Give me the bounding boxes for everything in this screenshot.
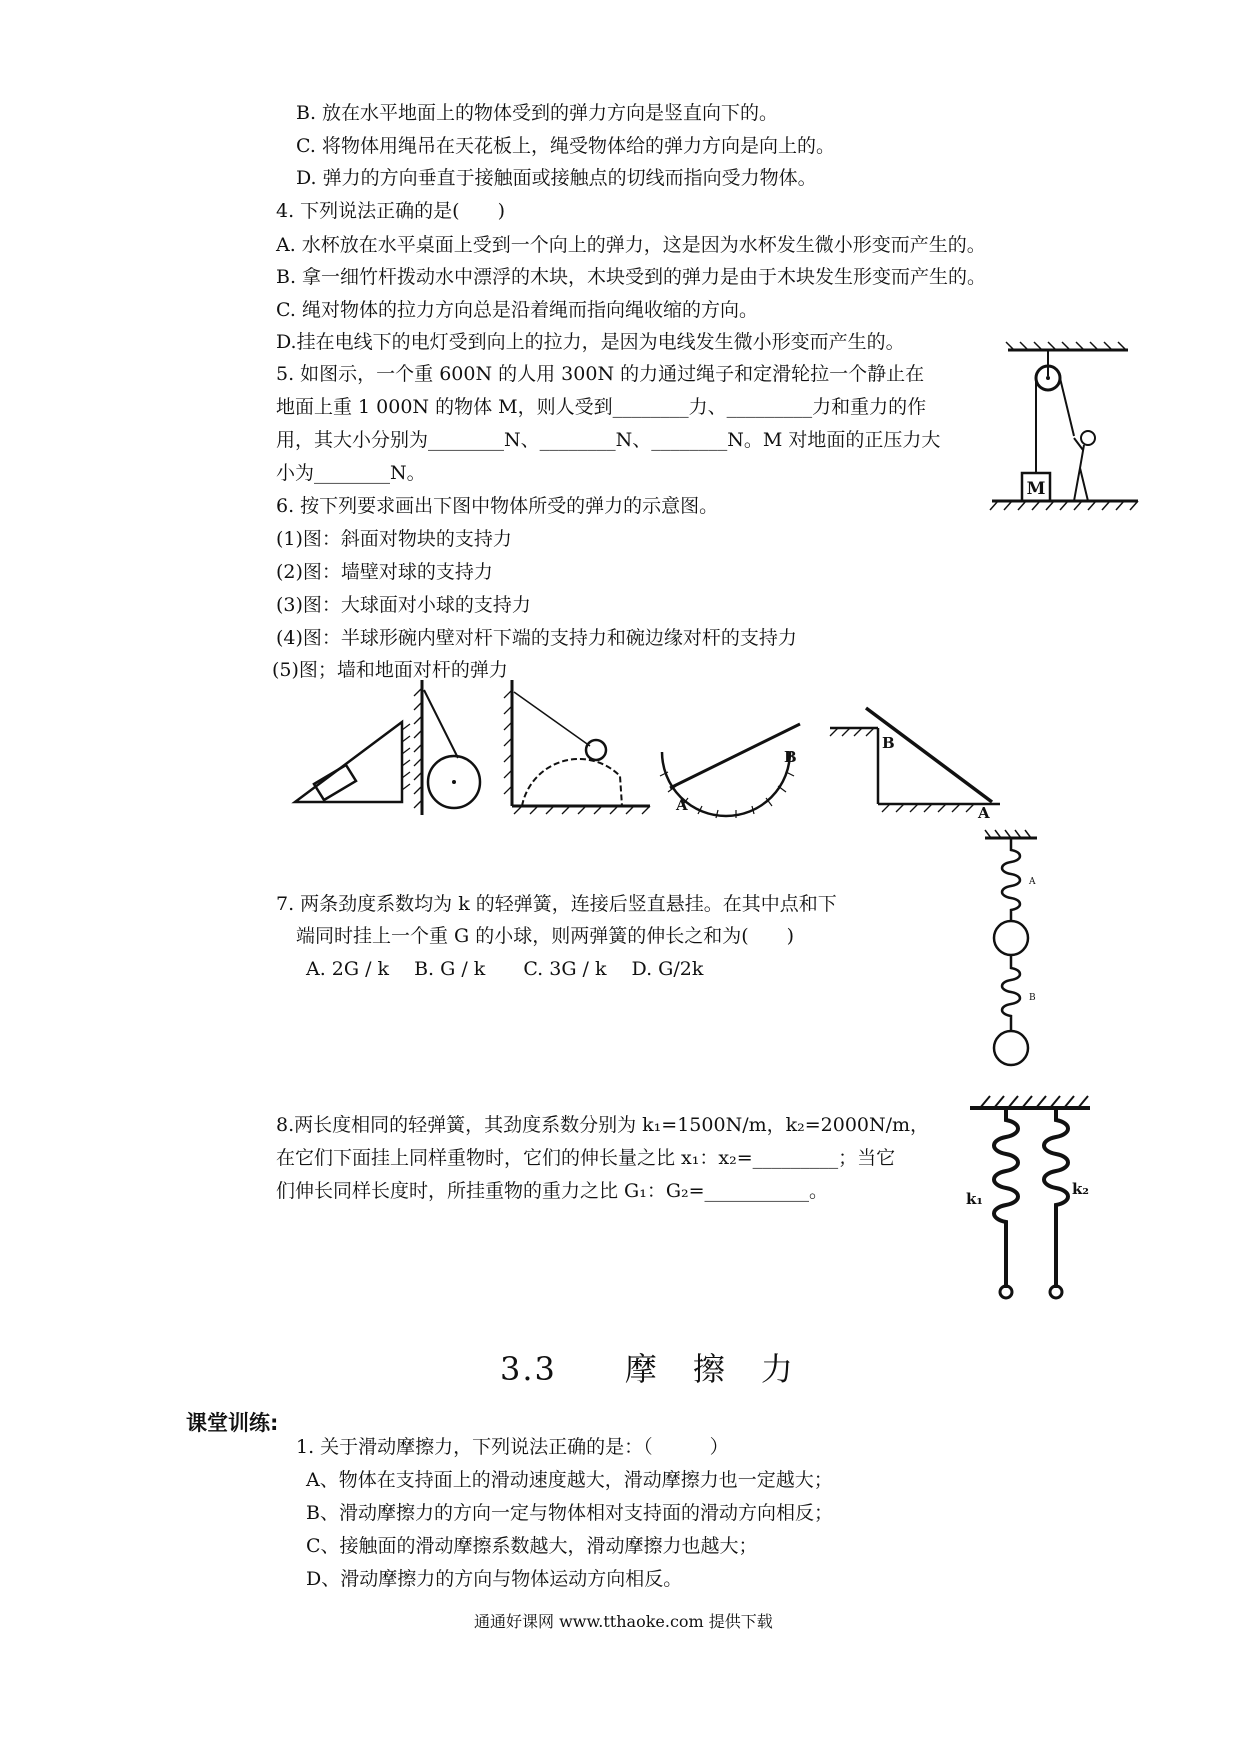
q3-option-b: B. 放在水平地面上的物体受到的弹力方向是竖直向下的。	[296, 102, 779, 124]
q6-item-1: (1)图：斜面对物块的支持力	[276, 528, 512, 550]
wall-ball-figure	[414, 680, 480, 815]
footer-credit: 通通好课网 www.tthaoke.com 提供下载	[474, 1612, 773, 1631]
q5-line1: 5. 如图示，一个重 600N 的人用 300N 的力通过绳子和定滑轮拉一个静止在	[276, 363, 925, 385]
classroom-heading: 课堂训练:	[186, 1411, 279, 1435]
q4-option-a: A. 水杯放在水平桌面上受到一个向上的弹力，这是因为水杯发生微小形变而产生的。	[276, 234, 986, 256]
q5-line4: 小为________N。	[276, 462, 426, 484]
q3-option-d: D. 弹力的方向垂直于接触面或接触点的切线而指向受力物体。	[296, 167, 817, 189]
q4-option-b: B. 拿一细竹杆拨动水中漂浮的木块，木块受到的弹力是由于木块发生形变而产生的。	[276, 266, 987, 288]
k2-label: k₂	[1072, 1180, 1089, 1198]
q4-option-c: C. 绳对物体的拉力方向总是沿着绳而指向绳收缩的方向。	[276, 299, 758, 321]
q7-options: A. 2G / k B. G / k C. 3G / k D. G/2k	[306, 958, 704, 980]
q4-stem: 4. 下列说法正确的是( )	[276, 200, 505, 222]
q3-option-c: C. 将物体用绳吊在天花板上，绳受物体给的弹力方向是向上的。	[296, 135, 835, 157]
q7-line1: 7. 两条劲度系数均为 k 的轻弹簧，连接后竖直悬挂。在其中点和下	[276, 893, 837, 915]
rod-wall-ground-figure	[830, 708, 1000, 820]
q8-line2: 在它们下面挂上同样重物时，它们的伸长量之比 x₁：x₂=_________；当它	[276, 1147, 896, 1169]
q6-item-5: (5)图；墙和地面对杆的弹力	[272, 659, 508, 681]
q7-line2: 端同时挂上一个重 G 的小球，则两弹簧的伸长之和为( )	[296, 925, 795, 947]
friction-q1-option-a: A、物体在支持面上的滑动速度越大，滑动摩擦力也一定越大；	[306, 1469, 833, 1491]
friction-q1-option-d: D、滑动摩擦力的方向与物体运动方向相反。	[306, 1568, 683, 1590]
bowl-point-b-label: B	[784, 748, 797, 766]
q8-line1: 8.两长度相同的轻弹簧，其劲度系数分别为 k₁=1500N/m，k₂=2000N/m，	[276, 1114, 930, 1136]
bowl-rod-figure	[660, 724, 800, 818]
incline-block-figure	[295, 722, 410, 802]
q4-option-d: D.挂在电线下的电灯受到向上的拉力，是因为电线发生微小形变而产生的。	[276, 331, 905, 353]
q6-item-4: (4)图：半球形碗内壁对杆下端的支持力和碗边缘对杆的支持力	[276, 627, 797, 649]
q6-item-2: (2)图：墙壁对球的支持力	[276, 561, 493, 583]
k1-label: k₁	[966, 1190, 983, 1208]
rod-point-b-label: B	[882, 734, 895, 752]
sphere-small-ball-figure	[504, 680, 650, 814]
friction-q1-option-c: C、接触面的滑动摩擦系数越大，滑动摩擦力也越大；	[306, 1535, 758, 1557]
pulley-figure	[988, 338, 1148, 518]
mass-label: M	[1026, 479, 1046, 499]
rod-point-a-label: A	[978, 804, 990, 820]
section-title: 3.3 摩 擦 力	[500, 1350, 795, 1388]
q6-item-3: (3)图：大球面对小球的支持力	[276, 594, 531, 616]
q8-line3: 们伸长同样长度时，所挂重物的重力之比 G₁：G₂=___________。	[276, 1180, 829, 1202]
q5-line3: 用，其大小分别为________N、________N、________N。M 对地面的正压力大	[276, 429, 941, 451]
spring-a-label: A	[1029, 877, 1036, 887]
q6-stem: 6. 按下列要求画出下图中物体所受的弹力的示意图。	[276, 495, 719, 517]
spring-b-label: B	[1029, 993, 1036, 1003]
elastic-force-figures	[290, 680, 1010, 820]
bowl-point-a-label: A	[676, 796, 688, 814]
friction-q1-option-b: B、滑动摩擦力的方向一定与物体相对支持面的滑动方向相反；	[306, 1502, 833, 1524]
q5-line2: 地面上重 1 000N 的物体 M，则人受到________力、_________力和重力的作	[276, 396, 927, 418]
parallel-springs-figure	[960, 1092, 1100, 1300]
friction-q1-stem: 1. 关于滑动摩擦力，下列说法正确的是：（ ）	[296, 1436, 729, 1458]
series-springs-figure	[975, 828, 1065, 1080]
